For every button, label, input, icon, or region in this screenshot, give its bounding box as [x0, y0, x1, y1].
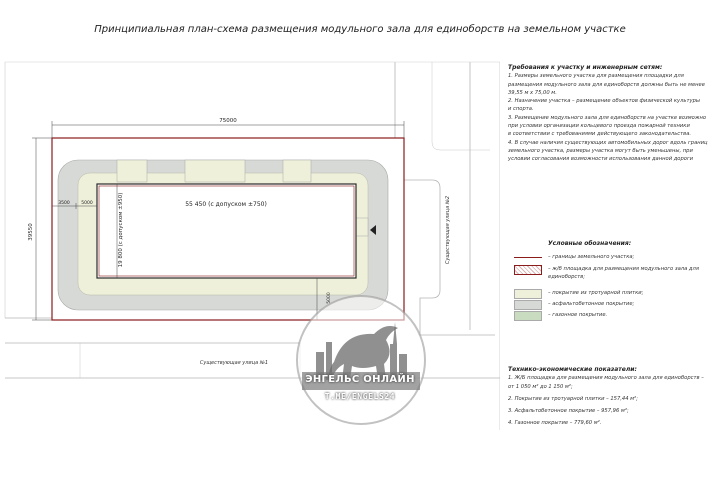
dim-top: 75000: [219, 118, 237, 124]
watermark-text: ЭНГЕЛЬС ОНЛАЙН: [305, 374, 415, 385]
req-line: 3. Размещение модульного зала для единоборств на участке возможно: [508, 114, 707, 121]
req-line: и спорта.: [508, 106, 534, 113]
page-title: Принципиальная план-схема размещения модульного зала для единоборств на земельном участке: [94, 24, 626, 35]
req-line: земельного участка, размеры участка могут быть уменьшены, при: [508, 147, 693, 154]
tep-line: 1. Ж/Б площадка для размещения модульного зала для единоборств –: [508, 375, 704, 382]
legend-item-asphalt: – асфальтобетонное покрытие;: [514, 300, 714, 312]
tep-line: 4. Газонное покрытие – 779,60 м².: [508, 420, 602, 427]
street-2-label: Существующая улица №2: [445, 195, 451, 265]
legend-swatch: [514, 289, 542, 299]
legend-swatch: [514, 257, 542, 259]
tep-line: 3. Асфальтобетонное покрытие – 957,96 м²;: [508, 408, 629, 415]
req-line: условии согласования возможности использования данной дороги: [508, 156, 694, 163]
dim-5000: 5000: [81, 201, 93, 206]
requirements-heading: Требования к участку и инженерным сетям:: [508, 64, 663, 71]
tep-heading: Технико-экономические показатели:: [508, 366, 637, 373]
legend-swatch: [514, 300, 542, 310]
concrete-slab: [97, 184, 356, 278]
watermark-url: T.ME/ENGELS24: [324, 392, 396, 401]
req-line: 4. В случае наличия существующих автомобильных дорог вдоль границ: [508, 139, 708, 146]
tep-block: [508, 366, 714, 428]
building-length: 55 450 (с допуском ±750): [185, 201, 267, 208]
req-line: 2. Назначение участка – размещение объектов физической культуры: [508, 98, 700, 105]
legend-item-lawn: – газонное покрытие.: [514, 311, 714, 323]
paving-pad-1: [117, 160, 147, 182]
legend-heading: Условные обозначения:: [548, 240, 632, 247]
paving-pad-4: [356, 218, 368, 236]
req-line: размещения модульного зала для единоборств должны быть не менее: [508, 81, 705, 88]
legend-item-paving: – покрытие из тротуарной плитки;: [514, 289, 714, 301]
legend-swatch: [514, 265, 542, 275]
req-line: 39,55 м х 75,00 м.: [508, 89, 557, 96]
dim-left: 39550: [28, 223, 34, 241]
tep-line: от 1 050 м² до 1 150 м²;: [508, 383, 573, 390]
legend-item-slab: – ж/б площадка для размещения модульного зала для единоборств;: [514, 265, 714, 285]
building-width: 19 800 (с допуском ±950): [118, 192, 124, 268]
dim-3500: 3500: [58, 201, 70, 206]
legend-item-boundary: – границы земельного участка;: [514, 253, 714, 265]
requirements-block: [508, 64, 714, 164]
req-line: в соответствии с требованиями действующего законодательства.: [508, 131, 692, 138]
req-line: 1. Размеры земельного участка для размещения площадки для: [508, 73, 684, 80]
tep-line: 2. Покрытие из тротуарной плитки – 157,44 м²;: [508, 395, 638, 402]
watermark-logo: [294, 292, 428, 428]
legend-swatch: [514, 311, 542, 321]
paving-pad-3: [283, 160, 311, 182]
street-1-label: Существующая улица №1: [199, 360, 269, 366]
req-line: при условии организации кольцевого проезда пожарной техники: [508, 123, 690, 130]
paving-pad-2: [185, 160, 245, 182]
dim-5000-bottom: 5000: [327, 292, 332, 304]
